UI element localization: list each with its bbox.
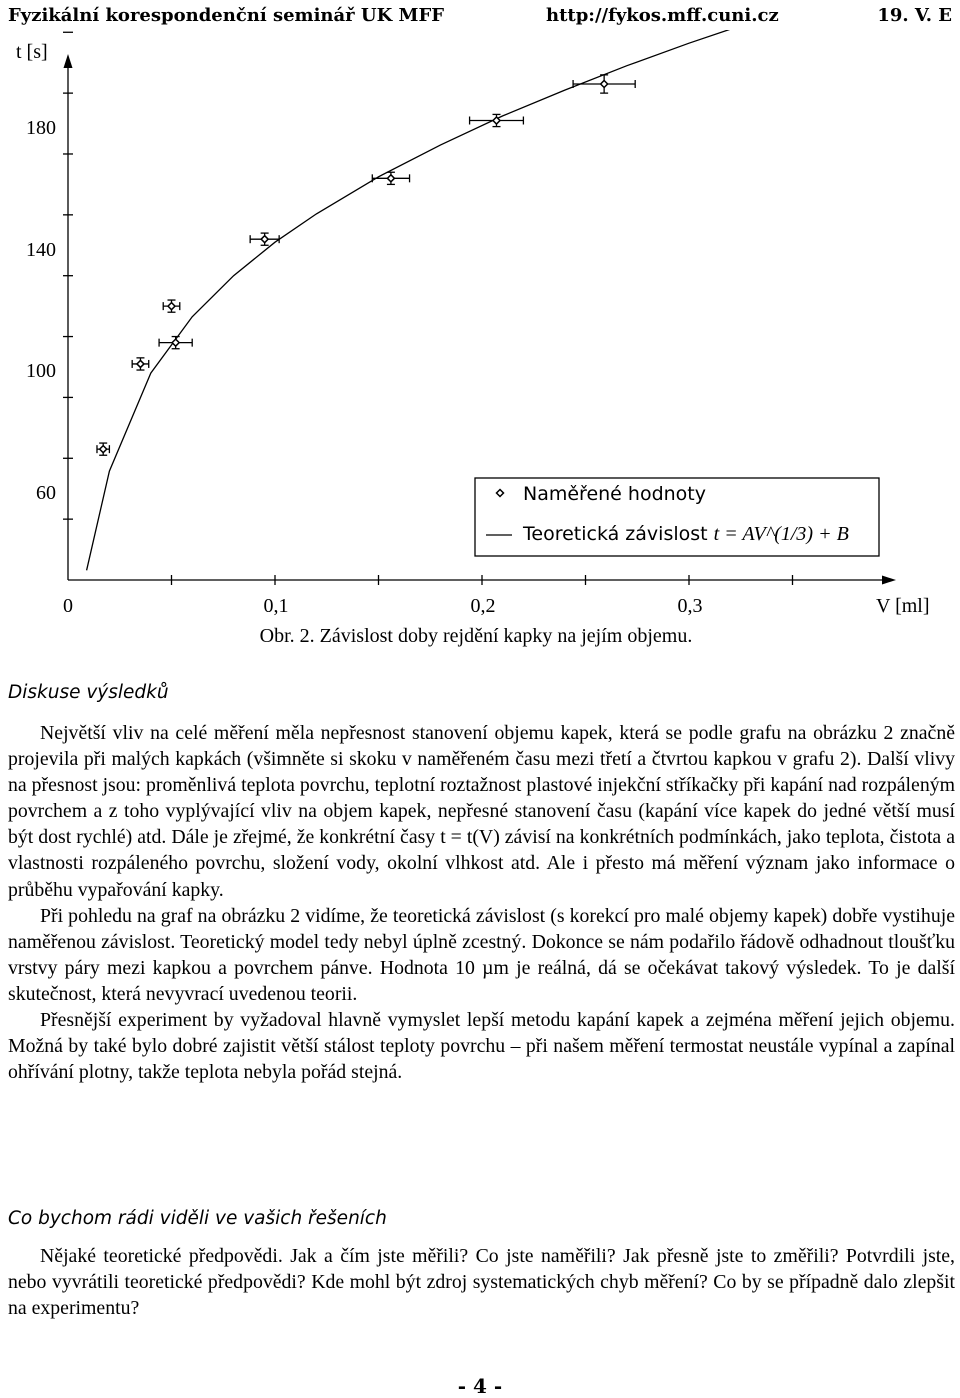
paragraph: Nějaké teoretické předpovědi. Jak a čím jste měřili? Co jste naměřili? Jak přesně jste to změřili? Potvrdili jste, nebo vyvrátili teoretické předpovědi? Kde mohl být zdroj systematických chyb měření? Co by se případně dalo zlepšit na experimentu? [8,1245,955,1320]
issue-label: 19. V. E [877,5,952,26]
x-tick-label-2: 0,2 [470,595,496,617]
diamond-marker [100,446,107,453]
y-tick-label-180: 180 [26,117,56,139]
diamond-marker [261,236,268,243]
paragraph: Největší vliv na celé měření měla nepřesnost stanovení objemu kapek, která se podle grafu na obrázku 2 značně projevila při malých kapkách (všimněte si skoku v naměřeném času mezi třetí a čtvrtou kapkou v grafu 2). Další vlivy na přesnost jsou: proměnlivá teplota povrchu, teplotní roztažnost plastové injekční stříkačky při kapání nad rozpáleným povrchem a z toho vyplývající vliv na objem kapek, nepřesné stanovení času (kapání více kapek do jedné větší musí být dost rychlé) atd. Dále je zřejmé, že konkrétní časy t = t(V) závisí na konkrétních podmínkách, jako teplota, čistota a vlastnosti rozpáleného povrchu, složení vody, okolní vlhkost atd. Ale i přesto má měření význam jako informace o průběhu vypařování kapky. [8,722,955,901]
x-tick-label-0: 0 [63,595,73,617]
measured-points [97,30,869,455]
y-axis-label: t [s] [16,41,48,63]
x-tick-label-3: 0,3 [677,595,703,617]
data-point [470,114,524,126]
x-axis-arrow [882,576,896,585]
page-number: - 4 - [457,1374,503,1398]
seminar-name: Fyzikální korespondenční seminář UK MFF [8,5,445,26]
section-title-discussion: Diskuse výsledků [8,682,169,703]
diamond-marker [137,360,144,367]
legend-curve-label [522,523,849,545]
y-tick-label-60: 60 [36,482,56,504]
data-point [159,337,192,349]
running-header [8,2,952,30]
data-point [573,75,635,93]
data-point [163,300,180,312]
y-tick-label-100: 100 [26,360,56,382]
discussion-text [8,720,955,1085]
data-point [97,443,109,455]
x-tick-label-1: 0,1 [263,595,289,617]
data-point [132,358,149,370]
y-axis-arrow [64,54,73,68]
diamond-marker [387,175,394,182]
diamond-marker [601,80,608,87]
section-title-expectations: Co bychom rádi viděli ve vašich řešeních [8,1208,387,1229]
legend [475,478,879,556]
legend-curve-prefix: Teoretická závislost [523,523,714,545]
paragraph: Při pohledu na graf na obrázku 2 vidíme, že teoretická závislost (s korekcí pro malé objemy kapek) dobře vystihuje naměřenou závislost. Teoretický model tedy nebyl úplně zcestný. Dokonce se nám podařilo řádově odhadnout tloušťku vrstvy páry mezi kapkou a povrchem pánve. Hodnota 10 µm je reálná, dá se očekávat takový výsledek. To je další skutečnost, která nevyvrací uvedenou teorii. [8,904,955,1005]
diamond-marker [168,303,175,310]
expectations-text [8,1243,955,1321]
figure-caption: Obr. 2. Závislost doby rejdění kapky na jejím objemu. [259,625,693,647]
y-tick-label-140: 140 [26,239,56,261]
paragraph: Přesnější experiment by vyžadoval hlavně vymyslet lepší metodu kapání kapek a zejména měření jejich objemu. Možná by také bylo dobré zajistit větší stálost teploty povrchu – při našem měření termostat neustále vypínal a zapínal ohřívání plotny, takže teplota nebyla pořád stejná. [8,1009,955,1084]
legend-formula: t = AV^(1/3) + B [713,523,849,545]
volume-time-chart [0,30,960,655]
legend-points-label: Naměřené hodnoty [523,483,706,505]
x-axis-label: V [ml] [876,595,930,617]
data-point [250,233,279,245]
data-point [372,172,409,184]
diamond-marker [172,339,179,346]
header-url[interactable]: http://fykos.mff.cuni.cz [546,5,779,26]
